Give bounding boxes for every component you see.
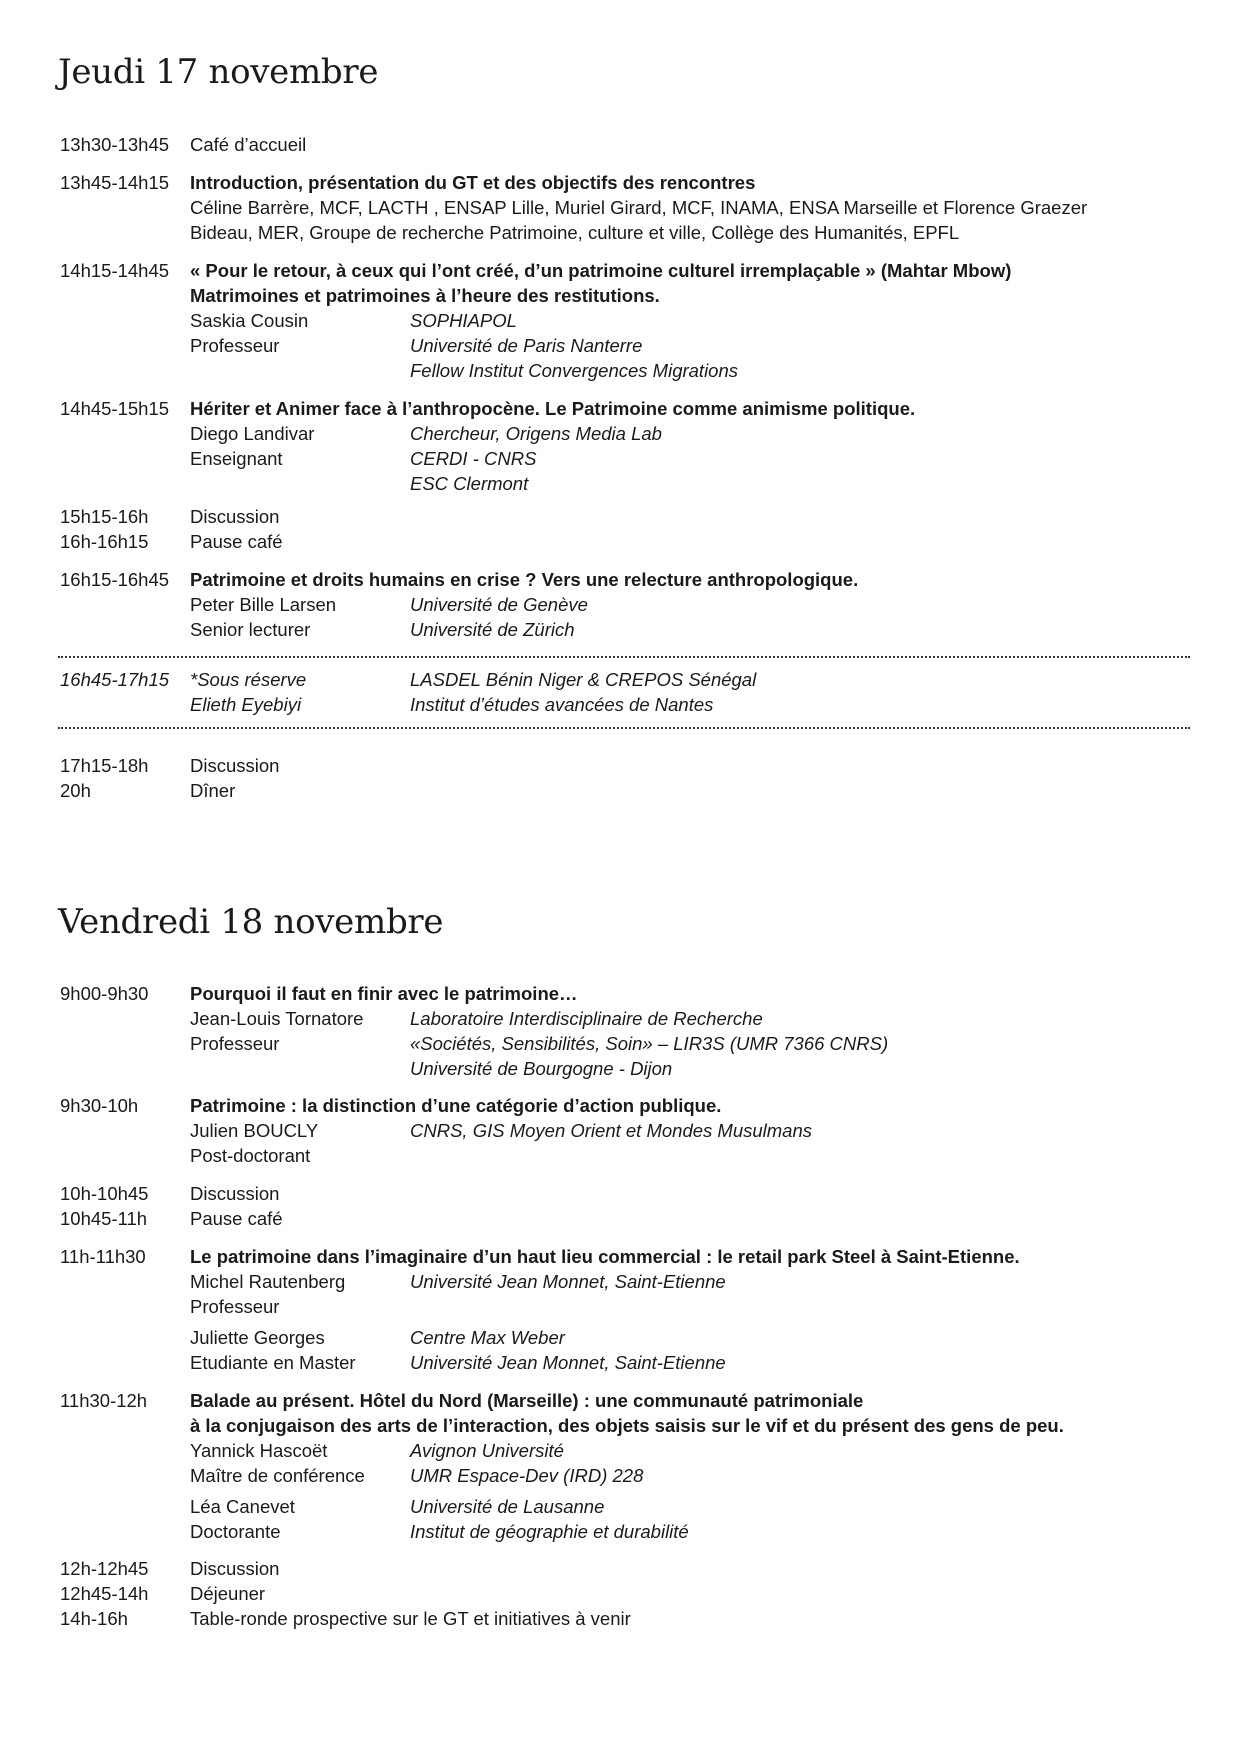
dotted-divider	[58, 656, 1190, 658]
speaker-name: Yannick Hascoët	[190, 1440, 328, 1461]
session-time: 15h15-16h	[60, 506, 149, 527]
session-time: 12h45-14h	[60, 1583, 149, 1604]
session-time: 16h15-16h45	[60, 569, 170, 590]
speaker-name: Peter Bille Larsen	[190, 594, 337, 615]
speaker-role: Professeur	[190, 335, 280, 356]
session-title: « Pour le retour, à ceux qui l’ont créé, d’un patrimoine culturel irremplaçable » (Mahtar Mbow)	[190, 260, 1012, 281]
speaker-affiliation: ESC Clermont	[410, 473, 529, 494]
speaker-affiliation: Chercheur, Origens Media Lab	[410, 423, 662, 444]
session-time: 11h30-12h	[60, 1390, 148, 1411]
session-text: Discussion	[190, 506, 280, 527]
speaker-role: Enseignant	[190, 448, 283, 469]
speaker-affiliation: Avignon Université	[410, 1440, 564, 1461]
speaker-role: Maître de conférence	[190, 1465, 365, 1486]
session-description: Céline Barrère, MCF, LACTH , ENSAP Lille, Muriel Girard, MCF, INAMA, ENSA Marseille et Florence Graezer	[190, 197, 1088, 218]
session-time: 14h45-15h15	[60, 398, 170, 419]
session-time: 9h30-10h	[60, 1095, 139, 1116]
day2-title: Vendredi 18 novembre	[58, 902, 444, 942]
speaker-affiliation: Université de Zürich	[410, 619, 575, 640]
session-time: 17h15-18h	[60, 755, 149, 776]
speaker-affiliation: Institut d’études avancées de Nantes	[410, 694, 714, 715]
session-description: Bideau, MER, Groupe de recherche Patrimoine, culture et ville, Collège des Humanités, EPFL	[190, 222, 960, 243]
speaker-affiliation: Université Jean Monnet, Saint-Etienne	[410, 1352, 726, 1373]
session-title: Balade au présent. Hôtel du Nord (Marseille) : une communauté patrimoniale	[190, 1390, 864, 1411]
speaker-affiliation: UMR Espace-Dev (IRD) 228	[410, 1465, 644, 1486]
speaker-affiliation: Université de Lausanne	[410, 1496, 605, 1517]
session-time: 9h00-9h30	[60, 983, 149, 1004]
session-title: Le patrimoine dans l’imaginaire d’un haut lieu commercial : le retail park Steel à Saint-Etienne.	[190, 1246, 1020, 1267]
session-text: Pause café	[190, 1208, 283, 1229]
speaker-affiliation: Centre Max Weber	[410, 1327, 565, 1348]
speaker-affiliation: «Sociétés, Sensibilités, Soin» – LIR3S (UMR 7366 CNRS)	[410, 1033, 889, 1054]
session-title: Introduction, présentation du GT et des objectifs des rencontres	[190, 172, 756, 193]
speaker-affiliation: Institut de géographie et durabilité	[410, 1521, 689, 1542]
speaker-name: Léa Canevet	[190, 1496, 295, 1517]
session-title: Patrimoine et droits humains en crise ? Vers une relecture anthropologique.	[190, 569, 859, 590]
session-text: Discussion	[190, 1183, 280, 1204]
session-text: Déjeuner	[190, 1583, 266, 1604]
session-time: 13h45-14h15	[60, 172, 170, 193]
dotted-divider	[58, 727, 1190, 729]
session-time: 10h45-11h	[60, 1208, 148, 1229]
session-time: 13h30-13h45	[60, 134, 170, 155]
speaker-affiliation: CNRS, GIS Moyen Orient et Mondes Musulmans	[410, 1120, 813, 1141]
speaker-affiliation: Université de Genève	[410, 594, 588, 615]
speaker-affiliation: CERDI - CNRS	[410, 448, 537, 469]
speaker-affiliation: Université de Paris Nanterre	[410, 335, 643, 356]
session-time: 14h-16h	[60, 1608, 128, 1629]
speaker-role: Professeur	[190, 1033, 280, 1054]
session-note: *Sous réserve	[190, 669, 307, 690]
speaker-name: Juliette Georges	[190, 1327, 325, 1348]
session-text: Pause café	[190, 531, 283, 552]
speaker-name: Diego Landivar	[190, 423, 315, 444]
session-text: Table-ronde prospective sur le GT et initiatives à venir	[190, 1608, 631, 1629]
session-title: Patrimoine : la distinction d’une catégorie d’action publique.	[190, 1095, 722, 1116]
speaker-role: Senior lecturer	[190, 619, 311, 640]
speaker-affiliation: Fellow Institut Convergences Migrations	[410, 360, 739, 381]
day1-title: Jeudi 17 novembre	[58, 52, 379, 92]
speaker-affiliation: Université Jean Monnet, Saint-Etienne	[410, 1271, 726, 1292]
speaker-role: Professeur	[190, 1296, 280, 1317]
session-time: 14h15-14h45	[60, 260, 170, 281]
speaker-affiliation: Université de Bourgogne - Dijon	[410, 1058, 673, 1079]
speaker-name: Elieth Eyebiyi	[190, 694, 302, 715]
session-text: Café d’accueil	[190, 134, 307, 155]
session-time: 12h-12h45	[60, 1558, 149, 1579]
session-title: Matrimoines et patrimoines à l’heure des restitutions.	[190, 285, 660, 306]
speaker-name: Saskia Cousin	[190, 310, 309, 331]
session-time: 16h-16h15	[60, 531, 149, 552]
speaker-affiliation: SOPHIAPOL	[410, 310, 517, 331]
session-title: Pourquoi il faut en finir avec le patrimoine…	[190, 983, 578, 1004]
session-time: 11h-11h30	[60, 1246, 146, 1267]
speaker-name: Julien BOUCLY	[190, 1120, 319, 1141]
session-text: Dîner	[190, 780, 236, 801]
speaker-affiliation: LASDEL Bénin Niger & CREPOS Sénégal	[410, 669, 757, 690]
speaker-role: Etudiante en Master	[190, 1352, 356, 1373]
session-time: 10h-10h45	[60, 1183, 149, 1204]
session-text: Discussion	[190, 755, 280, 776]
session-text: Discussion	[190, 1558, 280, 1579]
session-title: à la conjugaison des arts de l’interaction, des objets saisis sur le vif et du présent des gens de peu.	[190, 1415, 1064, 1436]
speaker-affiliation: Laboratoire Interdisciplinaire de Recherche	[410, 1008, 763, 1029]
session-time: 16h45-17h15	[60, 669, 170, 690]
speaker-name: Jean-Louis Tornatore	[190, 1008, 364, 1029]
speaker-name: Michel Rautenberg	[190, 1271, 346, 1292]
speaker-role: Doctorante	[190, 1521, 281, 1542]
session-title: Hériter et Animer face à l’anthropocène. Le Patrimoine comme animisme politique.	[190, 398, 916, 419]
speaker-role: Post-doctorant	[190, 1145, 311, 1166]
session-time: 20h	[60, 780, 91, 801]
